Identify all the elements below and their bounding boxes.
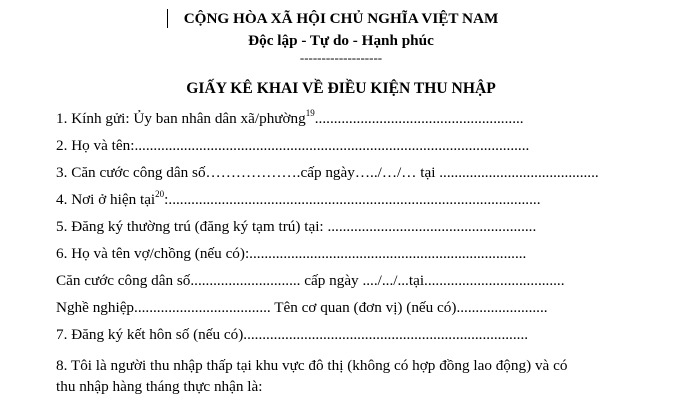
field-residence-dots: :.................................................................................................. <box>164 191 541 208</box>
field-spouse-name: 6. Họ và tên vợ/chồng (nếu có):......................................................................... <box>56 245 527 262</box>
field-current-residence <box>56 188 541 209</box>
footnote-19: 19 <box>305 107 315 118</box>
field-registration: 5. Đăng ký thường trú (đăng ký tạm trú) tại: ....................................................... <box>56 218 537 235</box>
field-residence-label: 4. Nơi ở hiện tại <box>56 191 156 208</box>
field-income-statement-cont: thu nhập hàng tháng thực nhận là: <box>56 378 263 395</box>
form-title: GIẤY KÊ KHAI VỀ ĐIỀU KIỆN THU NHẬP <box>186 80 496 97</box>
field-addressee-label: 1. Kính gửi: Ủy ban nhân dân xã/phường <box>56 110 306 127</box>
field-spouse-occupation: Nghề nghiệp.................................... Tên cơ quan (đơn vị) (nếu có)........................ <box>56 299 548 316</box>
heading-divider: ------------------- <box>299 50 383 65</box>
field-citizen-id: 3. Căn cước công dân số……………….cấp ngày…../…/… tại .......................................... <box>56 164 599 181</box>
nation-heading: CỘNG HÒA XÃ HỘI CHỦ NGHĨA VIỆT NAM <box>183 10 499 27</box>
motto: Độc lập - Tự do - Hạnh phúc <box>248 32 434 49</box>
field-addressee <box>56 107 524 128</box>
field-full-name: 2. Họ và tên:........................................................................................................ <box>56 137 530 154</box>
field-spouse-id: Căn cước công dân số............................. cấp ngày ..../.../...tại..................................... <box>56 272 565 289</box>
field-addressee-dots: ....................................................... <box>314 110 524 127</box>
field-income-statement: 8. Tôi là người thu nhập thấp tại khu vực đô thị (không có hợp đồng lao động) và có <box>56 357 568 374</box>
footnote-20: 20 <box>155 188 165 199</box>
field-marriage-registration: 7. Đăng ký kết hôn số (nếu có)........................................................................... <box>56 326 529 343</box>
